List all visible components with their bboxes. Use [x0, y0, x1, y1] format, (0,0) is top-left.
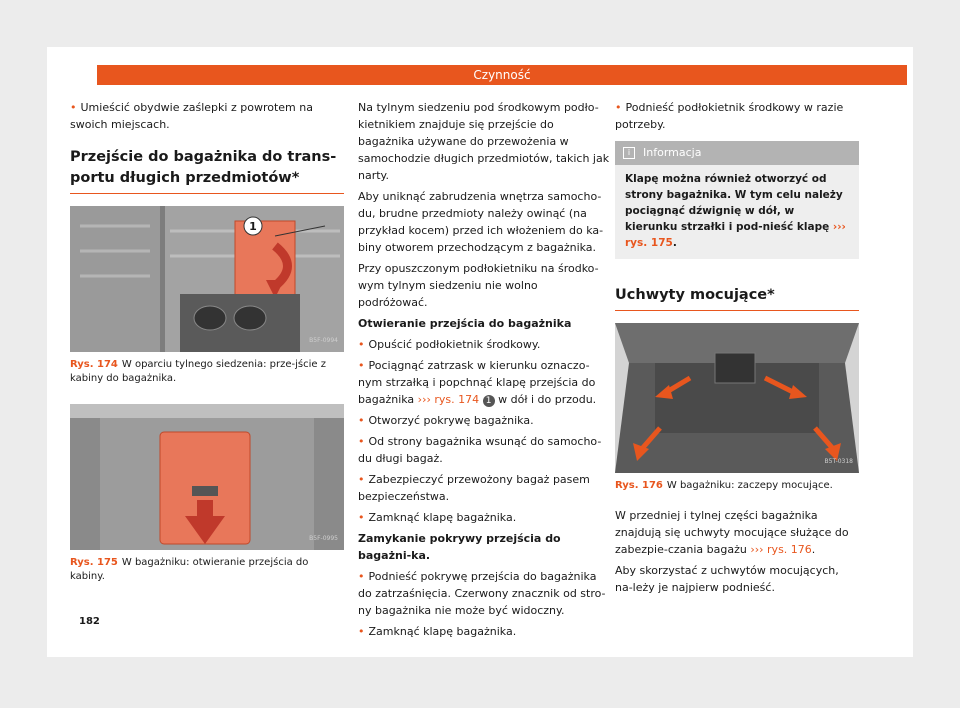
- info-icon: i: [623, 147, 635, 159]
- bullet-text-part: w dół i do przodu.: [498, 393, 597, 406]
- callout-circle: 1: [483, 395, 495, 407]
- figure-reference-link[interactable]: ››› rys. 176: [750, 543, 812, 556]
- trunk-hatch-illustration: [70, 404, 344, 550]
- info-title: Informacja: [643, 146, 702, 159]
- heading-rule: [615, 310, 859, 311]
- bullet-text: • Podnieść podłokietnik środkowy w razie potrzeby.: [615, 99, 859, 133]
- caption-text: W bagażniku: otwieranie przejścia do kabiny.: [70, 557, 309, 582]
- figure-caption: [70, 556, 344, 584]
- heading-line: portu długich przedmiotów*: [70, 170, 300, 186]
- figure-label: Rys. 176: [615, 480, 663, 491]
- column-middle: [358, 99, 610, 644]
- page-number: 182: [79, 616, 100, 627]
- page-header: [97, 65, 907, 85]
- figure-label: Rys. 174: [70, 359, 118, 370]
- figure-code: B5T-0318: [824, 458, 853, 465]
- bullet-text: • Umieścić obydwie zaślepki z powrotem na swoich miejscach.: [70, 99, 344, 133]
- figure-label: Rys. 175: [70, 557, 118, 568]
- subheading: Otwieranie przejścia do bagażnika: [358, 317, 572, 330]
- bullet-text: • Zabezpieczyć przewożony bagaż pasem bezpieczeństwa.: [358, 471, 610, 505]
- figure-code: B5F-0994: [309, 337, 338, 344]
- info-text: .: [672, 237, 677, 249]
- subheading: Zamykanie pokrywy przejścia do bagażni-ka.: [358, 532, 561, 562]
- heading-line: Przejście do bagażnika do trans-: [70, 149, 337, 165]
- manual-page: [47, 47, 913, 657]
- heading-rule: [70, 193, 344, 194]
- section-heading: [70, 147, 344, 189]
- figure-callout-number: 1: [249, 220, 257, 233]
- rear-seat-illustration: [70, 206, 344, 352]
- paragraph: Przy opuszczonym podłokietniku na środko-wym tylnym siedzeniu nie wolno podróżować.: [358, 262, 599, 309]
- figure-176-image: [615, 323, 859, 473]
- paragraph: Na tylnym siedzeniu pod środkowym podło-kietnikiem znajduje się przejście do bagażnika używane do przewożenia w samochodzie długich przedmiotów, takich jak narty.: [358, 101, 610, 182]
- column-right: [615, 99, 859, 600]
- info-text: Klapę można również otworzyć od strony bagażnika. W tym celu należy pociągnąć dźwignię w dół, w kierunku strzałki i pod-nieść klapę: [625, 173, 843, 233]
- figure-175-image: [70, 404, 344, 550]
- caption-text: W bagażniku: zaczepy mocujące.: [666, 480, 833, 491]
- paragraph-part: W przedniej i tylnej części bagażnika znajdują się uchwyty mocujące służące do zabezpie-czania bagażu: [615, 509, 849, 556]
- paragraph: Aby skorzystać z uchwytów mocujących, na-leży je najpierw podnieść.: [615, 564, 839, 594]
- bullet-text: • Opuścić podłokietnik środkowy.: [358, 336, 610, 353]
- paragraph: Aby uniknąć zabrudzenia wnętrza samocho-du, brudne przedmioty należy owinąć (na przykład kocem) przed ich włożeniem do ka-biny otworem przechodzącym z bagażnika.: [358, 190, 604, 254]
- figure-reference-link[interactable]: ››› rys. 174: [417, 393, 480, 406]
- figure-reference-link[interactable]: ››› rys. 175: [625, 221, 846, 249]
- figure-caption: [615, 479, 859, 493]
- trunk-floor-illustration: [615, 323, 859, 473]
- column-left: [70, 99, 344, 584]
- info-box-body: [615, 165, 859, 251]
- caption-text: W oparciu tylnego siedzenia: prze-jście z kabiny do bagażnika.: [70, 359, 326, 384]
- bullet-text: [358, 357, 610, 408]
- bullet-text-part: Pociągnąć zatrzask w kierunku oznaczo-nym strzałką i popchnąć klapę przejścia do bagażnika: [358, 359, 596, 406]
- bullet-text: • Podnieść pokrywę przejścia do bagażnika do zatrzaśnięcia. Czerwony znacznik od stro-ny bagażnika nie może być widoczny.: [358, 568, 610, 619]
- info-box-header: [615, 141, 859, 165]
- bullet-text: • Otworzyć pokrywę bagażnika.: [358, 412, 610, 429]
- paragraph-part: .: [811, 543, 816, 556]
- figure-174-image: [70, 206, 344, 352]
- bullet-text: • Zamknąć klapę bagażnika.: [358, 509, 610, 526]
- header-title: Czynność: [473, 68, 531, 82]
- figure-caption: [70, 358, 344, 386]
- section-heading: Uchwyty mocujące*: [615, 287, 775, 303]
- bullet-text: • Od strony bagażnika wsunąć do samocho-du długi bagaż.: [358, 433, 610, 467]
- info-box: [615, 141, 859, 259]
- figure-code: B5F-0995: [309, 535, 338, 542]
- bullet-text: • Zamknąć klapę bagażnika.: [358, 623, 610, 640]
- paragraph: [615, 507, 859, 558]
